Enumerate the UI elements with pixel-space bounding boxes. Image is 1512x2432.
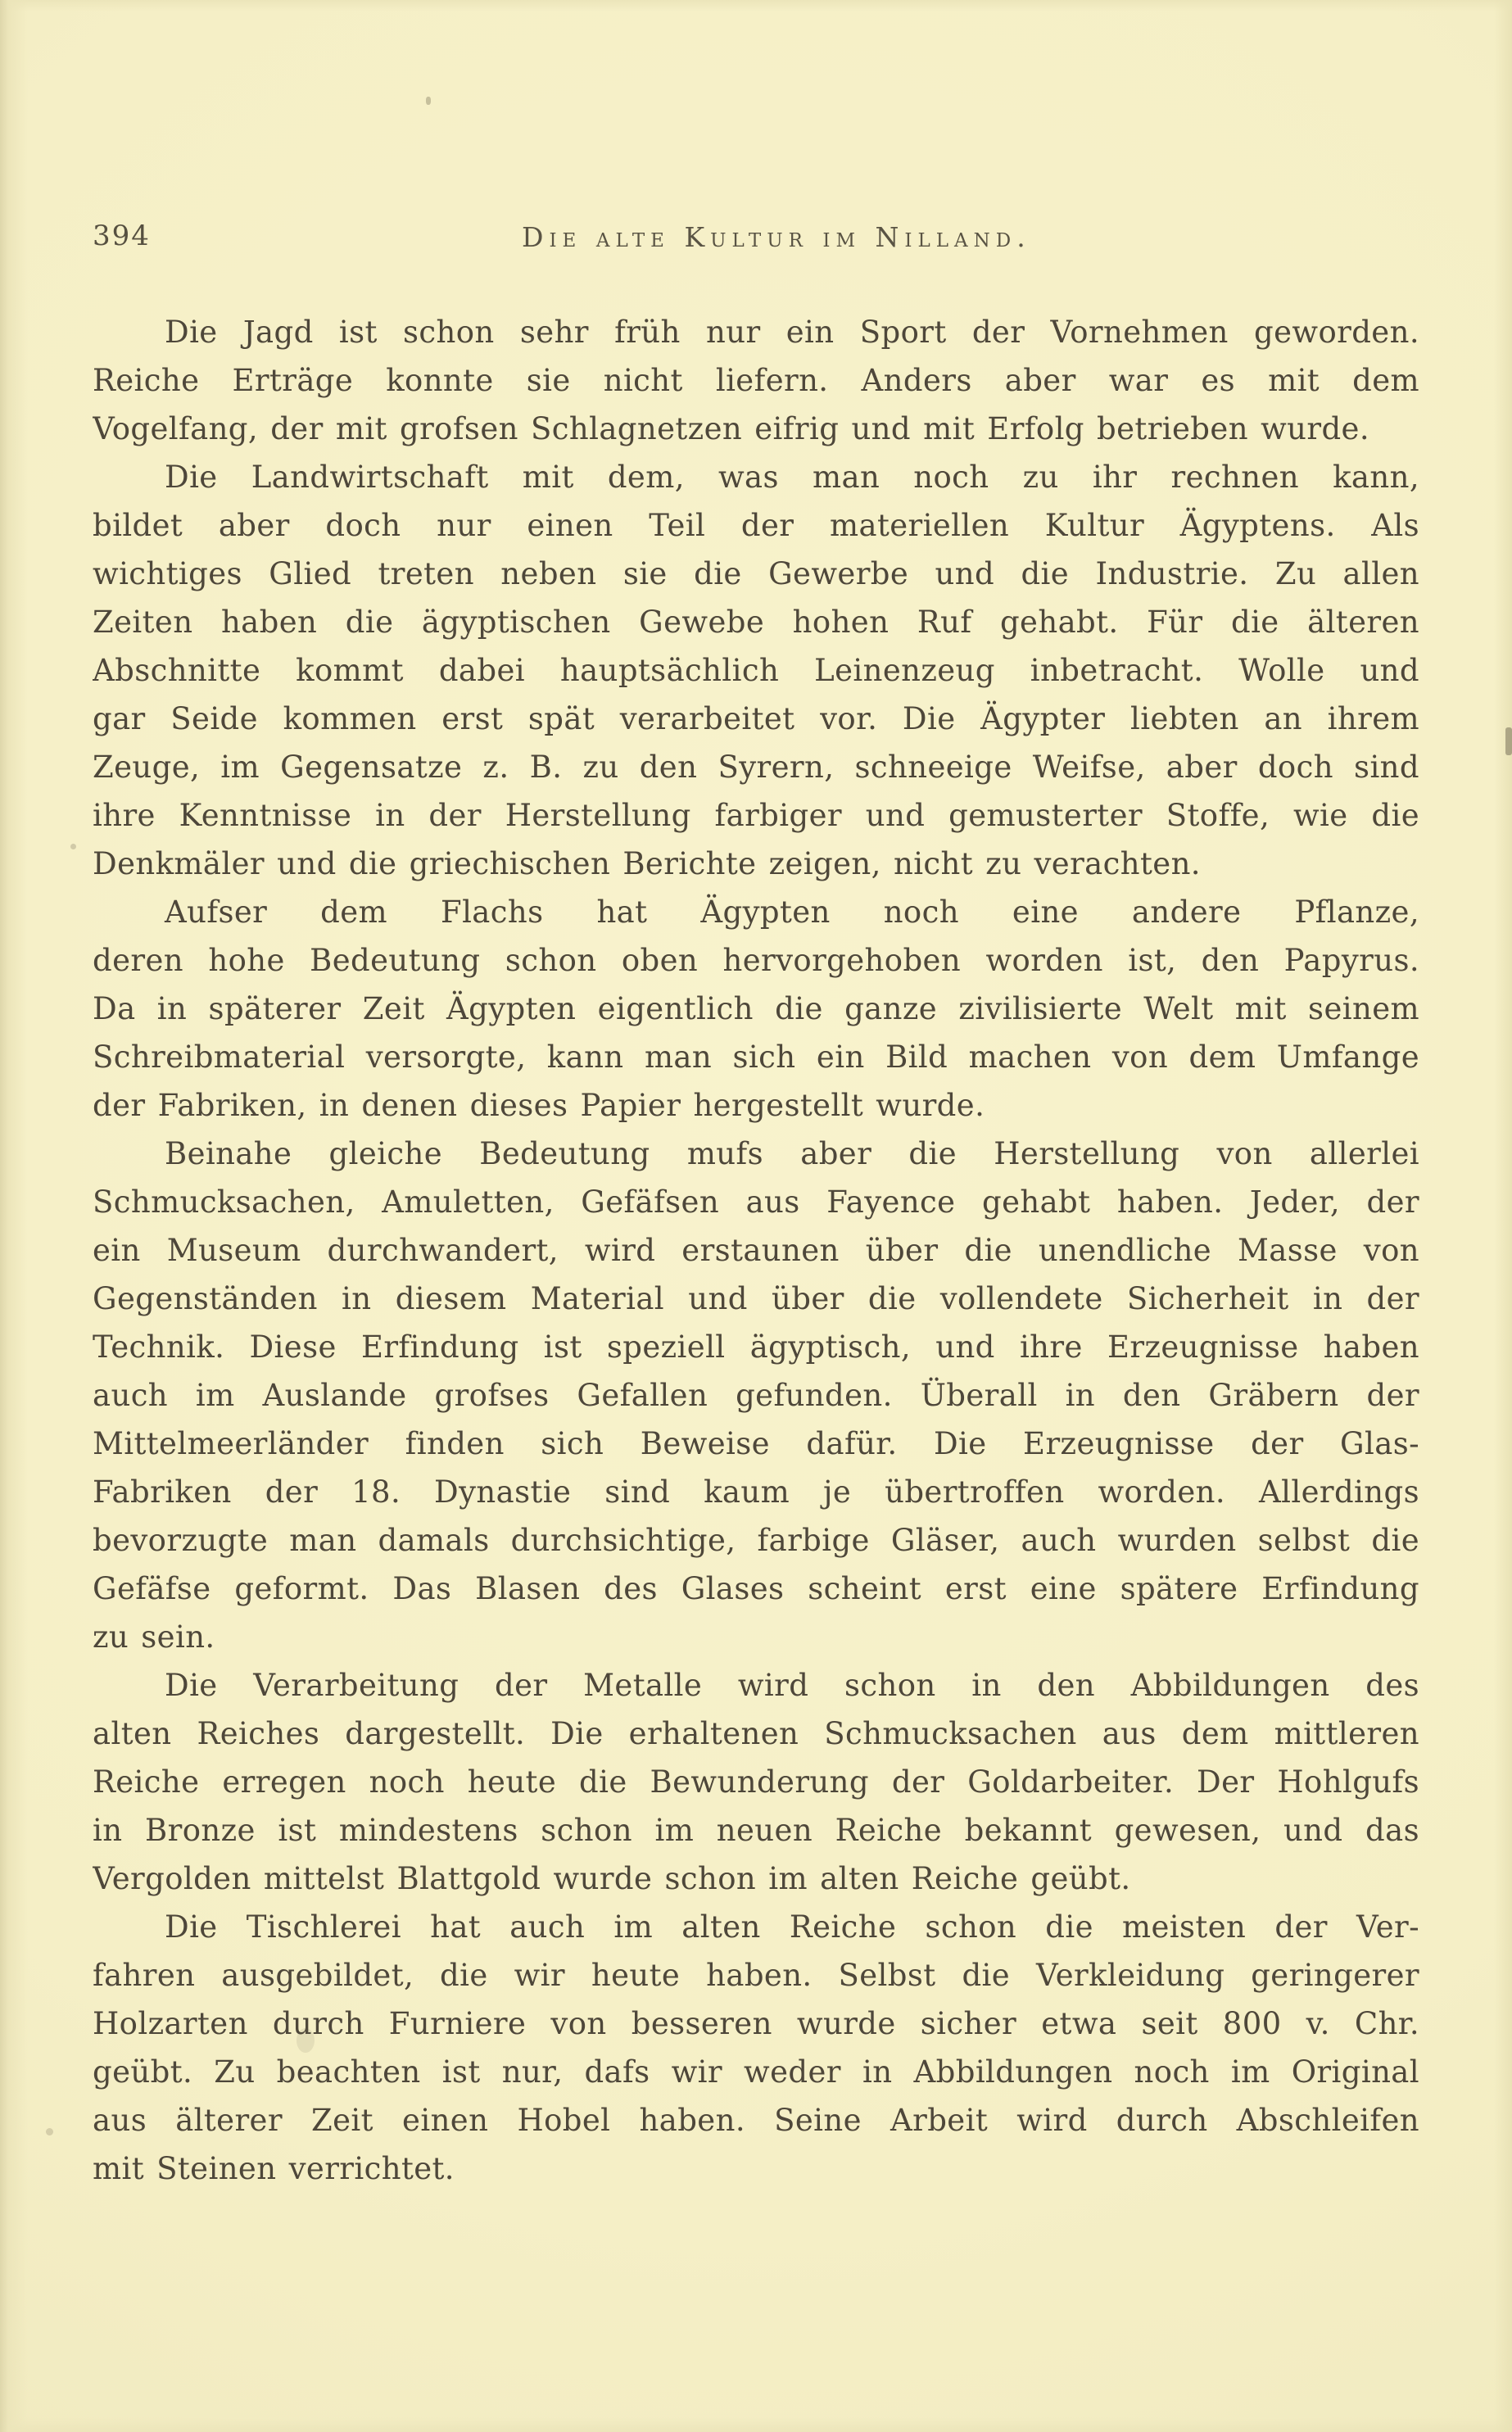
text-line: Die Tischlerei hat auch im alten Reiche schon die meisten der Ver- — [165, 1909, 1419, 1945]
text-line: Die Jagd ist schon sehr früh nur ein Sport der Vornehmen geworden. — [165, 315, 1419, 350]
text-line: Fabriken der 18. Dynastie sind kaum je übertroffen worden. Allerdings — [93, 1474, 1419, 1510]
text-line: zu sein. — [93, 1619, 215, 1655]
text-line: gar Seide kommen erst spät verarbeitet vor. Die Ägypter liebten an ihrem — [93, 701, 1419, 736]
text-line: Abschnitte kommt dabei hauptsächlich Leinenzeug inbetracht. Wolle und — [93, 653, 1419, 688]
text-line: Vogelfang, der mit grofsen Schlagnetzen eifrig und mit Erfolg betrieben wurde. — [93, 411, 1370, 446]
text-line: Die Verarbeitung der Metalle wird schon in den Abbildungen des — [165, 1668, 1419, 1703]
text-line: ihre Kenntnisse in der Herstellung farbiger und gemusterter Stoffe, wie die — [93, 798, 1419, 833]
text-line: Denkmäler und die griechischen Berichte zeigen, nicht zu verachten. — [93, 846, 1201, 881]
text-line: Reiche erregen noch heute die Bewunderung der Goldarbeiter. Der Hohlgufs — [93, 1764, 1419, 1800]
text-line: Schreibmaterial versorgte, kann man sich ein Bild machen von dem Umfange — [93, 1039, 1419, 1075]
page-body — [93, 308, 1419, 2193]
text-line: Vergolden mittelst Blattgold wurde schon im alten Reiche geübt. — [93, 1861, 1131, 1896]
text-line: Aufser dem Flachs hat Ägypten noch eine andere Pflanze, — [165, 894, 1419, 930]
text-line: bildet aber doch nur einen Teil der materiellen Kultur Ägyptens. Als — [93, 508, 1419, 543]
text-line: Holzarten durch Furniere von besseren wurde sicher etwa seit 800 v. Chr. — [93, 2006, 1419, 2041]
text-line: Mittelmeerländer finden sich Beweise dafür. Die Erzeugnisse der Glas- — [93, 1426, 1419, 1461]
page-number: 394 — [93, 220, 151, 252]
page-header — [93, 220, 1419, 256]
scan-speck — [46, 2128, 53, 2135]
text-line: auch im Auslande grofses Gefallen gefunden. Überall in den Gräbern der — [93, 1378, 1419, 1413]
text-line: mit Steinen verrichtet. — [93, 2151, 455, 2186]
text-line: Schmucksachen, Amuletten, Gefäfsen aus Fayence gehabt haben. Jeder, der — [93, 1184, 1419, 1220]
scan-speck — [1505, 727, 1512, 755]
text-line: wichtiges Glied treten neben sie die Gewerbe und die Industrie. Zu allen — [93, 556, 1419, 591]
text-line: geübt. Zu beachten ist nur, dafs wir weder in Abbildungen noch im Original — [93, 2054, 1419, 2090]
text-line: Da in späterer Zeit Ägypten eigentlich die ganze zivilisierte Welt mit seinem — [93, 991, 1419, 1026]
text-line: der Fabriken, in denen dieses Papier hergestellt wurde. — [93, 1088, 985, 1123]
scan-speck — [426, 97, 431, 105]
scan-speck — [297, 2028, 315, 2053]
text-line: ein Museum durchwandert, wird erstaunen über die unendliche Masse von — [93, 1233, 1419, 1268]
text-line: bevorzugte man damals durchsichtige, farbige Gläser, auch wurden selbst die — [93, 1523, 1419, 1558]
text-line: Zeuge, im Gegensatze z. B. zu den Syrern, schneeige Weifse, aber doch sind — [93, 750, 1419, 785]
text-line: in Bronze ist mindestens schon im neuen Reiche bekannt gewesen, und das — [93, 1813, 1419, 1848]
text-line: alten Reiches dargestellt. Die erhaltenen Schmucksachen aus dem mittleren — [93, 1716, 1419, 1751]
text-line: Technik. Diese Erfindung ist speziell ägyptisch, und ihre Erzeugnisse haben — [93, 1329, 1419, 1365]
text-line: Gefäfse geformt. Das Blasen des Glases scheint erst eine spätere Erfindung — [93, 1571, 1419, 1606]
text-line: deren hohe Bedeutung schon oben hervorgehoben worden ist, den Papyrus. — [93, 943, 1419, 978]
scan-speck — [70, 844, 76, 849]
running-title: Die alte Kultur im Nilland. — [522, 221, 1031, 253]
text-line: Gegenständen in diesem Material und über die vollendete Sicherheit in der — [93, 1281, 1419, 1316]
text-line: Beinahe gleiche Bedeutung mufs aber die Herstellung von allerlei — [165, 1136, 1419, 1171]
text-line: Zeiten haben die ägyptischen Gewebe hohen Ruf gehabt. Für die älteren — [93, 605, 1419, 640]
text-line: Die Landwirtschaft mit dem, was man noch zu ihr rechnen kann, — [165, 460, 1419, 495]
text-line: Reiche Erträge konnte sie nicht liefern. Anders aber war es mit dem — [93, 363, 1419, 398]
text-line: aus älterer Zeit einen Hobel haben. Seine Arbeit wird durch Abschleifen — [93, 2103, 1419, 2138]
text-line: fahren ausgebildet, die wir heute haben. Selbst die Verkleidung geringerer — [93, 1958, 1419, 1993]
